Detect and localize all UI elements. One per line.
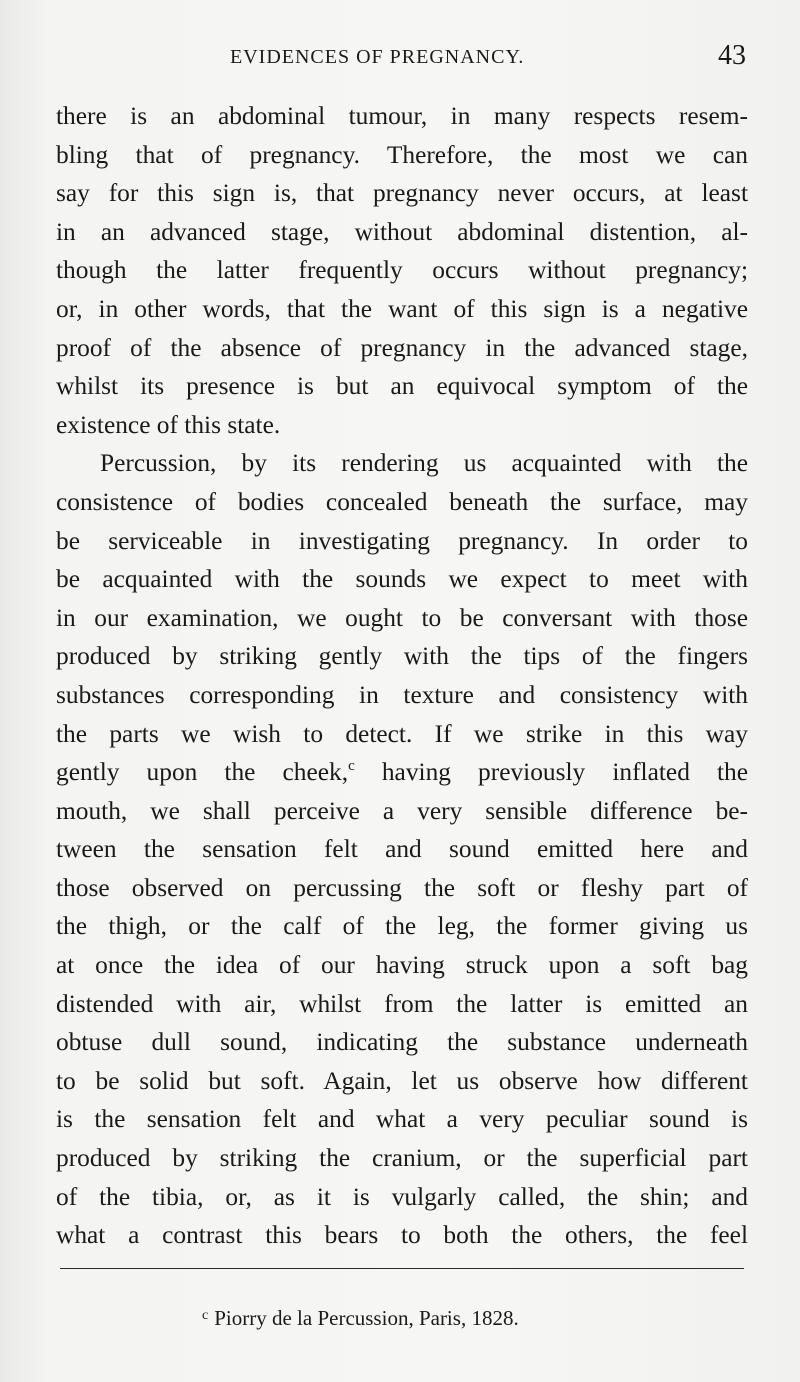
- text-line: say for this sign is, that pregnancy never occurs, at least: [56, 179, 748, 208]
- text-line: distended with air, whilst from the latter is emitted an: [56, 989, 748, 1018]
- text-line: bling that of pregnancy. Therefore, the most we can: [56, 140, 748, 169]
- text-line: produced by striking the cranium, or the superficial part: [56, 1144, 748, 1173]
- text-line: in an advanced stage, without abdominal distention, al-: [56, 217, 748, 246]
- footnote-text: Piorry de la Percussion, Paris, 1828.: [214, 1306, 519, 1330]
- text-line: those observed on percussing the soft or fleshy part of: [56, 873, 748, 902]
- text-segment: having previously inflated the: [354, 758, 748, 787]
- text-line: is the sensation felt and what a very peculiar sound is: [56, 1105, 748, 1134]
- text-line: to be solid but soft. Again, let us observe how different: [56, 1066, 748, 1095]
- text-line: the thigh, or the calf of the leg, the former giving us: [56, 912, 748, 941]
- text-line: be acquainted with the sounds we expect to meet with: [56, 565, 748, 594]
- text-line: in our examination, we ought to be conversant with those: [56, 603, 748, 632]
- footnote-reference: c: [348, 758, 355, 775]
- text-line: be serviceable in investigating pregnancy. In order to: [56, 526, 748, 555]
- text-line-paragraph-start: Percussion, by its rendering us acquainted with the: [100, 449, 748, 478]
- text-line: or, in other words, that the want of this sign is a negative: [56, 294, 748, 323]
- footnote: [202, 1306, 519, 1331]
- text-line: the parts we wish to detect. If we strike in this way: [56, 719, 748, 748]
- page-number: 43: [718, 40, 746, 71]
- text-line: obtuse dull sound, indicating the substance underneath: [56, 1028, 748, 1057]
- text-line-with-footnote-ref: [56, 753, 748, 792]
- text-line: consistence of bodies concealed beneath the surface, may: [56, 487, 748, 516]
- footnote-divider: [60, 1268, 744, 1269]
- body-text: [56, 97, 748, 1255]
- page-header: [56, 40, 748, 76]
- text-line: proof of the absence of pregnancy in the advanced stage,: [56, 333, 748, 362]
- text-line: mouth, we shall perceive a very sensible difference be-: [56, 796, 748, 825]
- footnote-mark: c: [202, 1308, 209, 1323]
- text-line: produced by striking gently with the tips of the fingers: [56, 642, 748, 671]
- text-line: whilst its presence is but an equivocal symptom of the: [56, 372, 748, 401]
- text-line: tween the sensation felt and sound emitted here and: [56, 835, 748, 864]
- text-line: of the tibia, or, as it is vulgarly called, the shin; and: [56, 1182, 748, 1211]
- text-line: existence of this state.: [56, 410, 281, 439]
- text-segment: gently upon the cheek,: [56, 758, 349, 787]
- running-head: EVIDENCES OF PREGNANCY.: [230, 46, 525, 68]
- text-line: what a contrast this bears to both the others, the feel: [56, 1221, 748, 1250]
- text-line: there is an abdominal tumour, in many respects resem-: [56, 102, 748, 130]
- text-line: at once the idea of our having struck upon a soft bag: [56, 951, 748, 980]
- text-line: substances corresponding in texture and consistency with: [56, 680, 748, 709]
- text-line: though the latter frequently occurs without pregnancy;: [56, 256, 748, 285]
